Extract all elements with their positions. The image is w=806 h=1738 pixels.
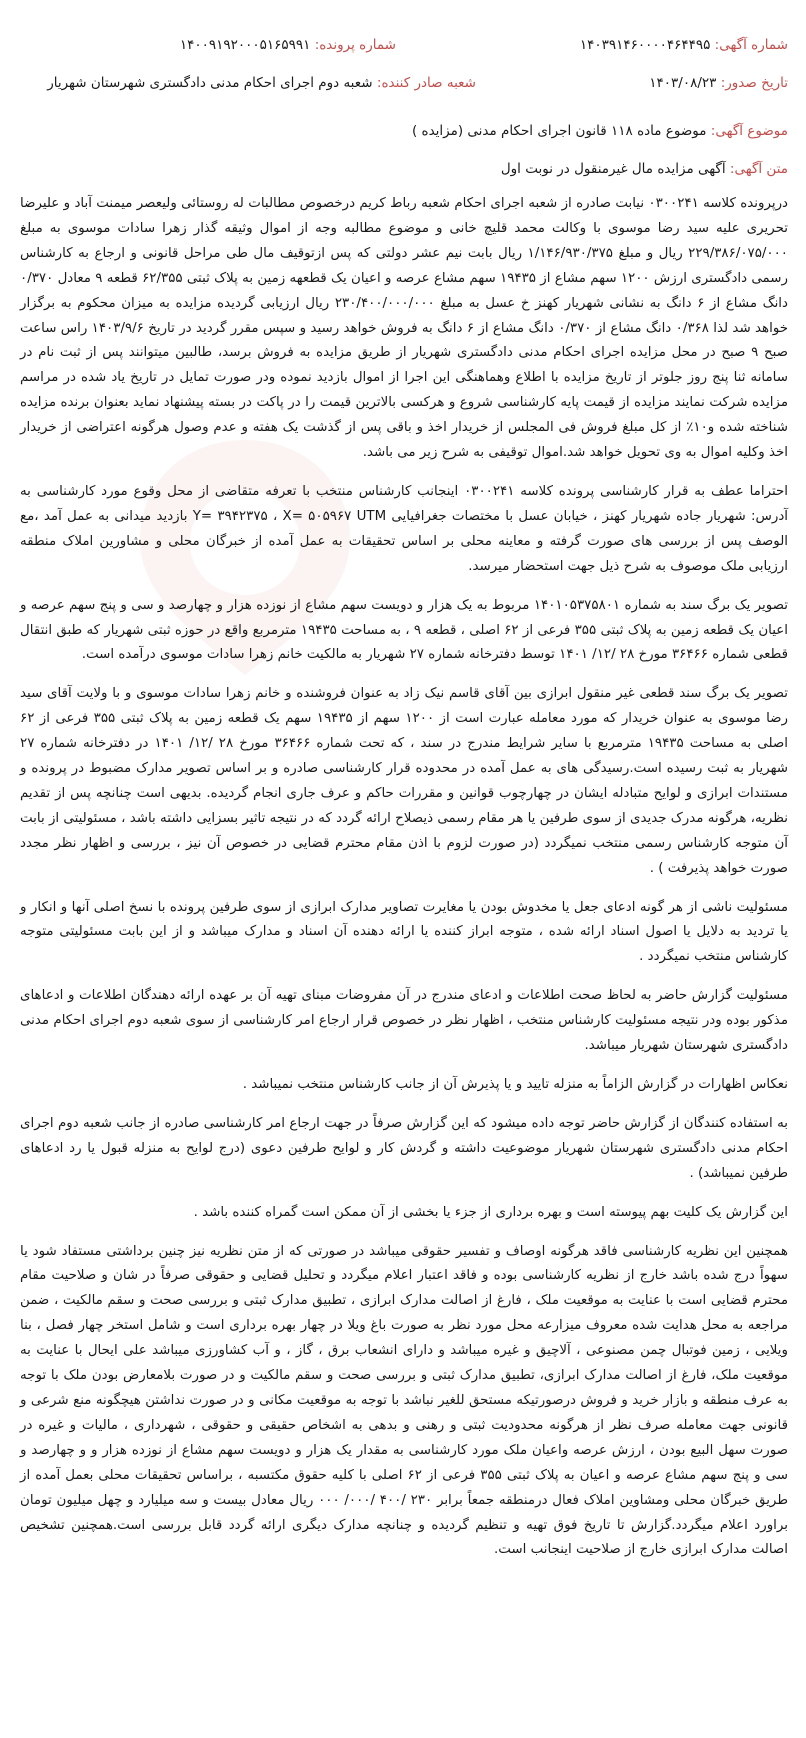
branch-label: شعبه صادر کننده:	[376, 75, 476, 91]
paragraph-expert-visit: احتراما عطف به قرار کارشناسی پرونده کلاسه ۰۳۰۰۲۴۱ اینجانب کارشناس منتخب با تعرفه متقاضی از محل وقوع مورد کارشناسی به آدرس: شهریار جاده شهریار کهنز ، خیابان عسل با مختصات جغرافیایی Y= ۳۹۴۲۳۷۵ ، X= ۵۰۵۹۶۷ UTM بازدید میدانی به عمل آمد ،مع الوصف پس از بررسی های صورت گرفته و معاینه محلی بر اساس تحقیقات به عمل آمده از خبرگان محلی و مشاورین املاک منطقه ارزیابی ملک موصوف به شرح ذیل جهت استحضار میرسد.	[20, 483, 789, 574]
paragraph-report-integrity: این گزارش یک کلیت بهم پیوسته است و بهره برداری از جزء یا بخشی از آن ممکن است گمراه کننده باشد .	[193, 1204, 788, 1220]
paragraph-statements: نعکاس اظهارات در گزارش الزاماً به منزله تایید و یا پذیرش آن از جانب کارشناس منتخب نمیباشد .	[242, 1077, 788, 1092]
ad-body	[20, 192, 788, 1577]
issue-date-label: تاریخ صدور:	[720, 75, 788, 91]
subject-text: موضوع ماده ۱۱۸ قانون اجرای احکام مدنی (مزایده )	[411, 123, 707, 139]
paragraph-report-users: به استفاده کنندگان از گزارش حاضر توجه داده میشود که این گزارش صرفاً در جهت ارجاع امر کارشناسی صادره از جانب شعبه دوم اجرای احکام مدنی دادگستری شهرستان شهریار موضوعیت داشته و گردش کار و لوایح طرفین دعوی (درج لوایح به منزله قبول یا رد ادعاهای طرفین نمیباشد) .	[20, 1115, 788, 1181]
case-number-label: شماره پرونده:	[314, 37, 396, 53]
issue-date: ۱۴۰۳/۰۸/۲۳	[649, 75, 717, 91]
case-number: ۱۴۰۰۹۱۹۲۰۰۰۵۱۶۵۹۹۱	[179, 37, 311, 53]
paragraph-valuation: همچنین این نظریه کارشناسی فاقد هرگونه اوصاف و تفسیر حقوقی میباشد در صورتی که از متن نظریه نیز چنین برداشتی مستفاد شود یا سهواً درج شده باشد خارج از نظریه کارشناسی بوده و فاقد اعتبار اعلام میگردد و تحلیل قضایی و حقوقی صرفاً در شان و صلاحیت مقام محترم قضایی است با عنایت به موقعیت ملک ، فارغ از اصالت مدارک ابرازی ، تطبیق مدارک ثبتی و بررسی صحت و سقم مالکیت ، ضمن مراجعه به محل هدایت شده معروف میزارعه محل مورد نظر به صورت باغ ویلا در چهار بهره برداری است و شامل استخر چهار فصل ، بنا ویلایی ، زمین فوتبال چمن مصنوعی ، آلاچیق و غیره میباشد و دارای انشعاب برق ، گاز ، و آب کشاورزی میباشد علی ایحال با عنایت به موقعیت ملک، فارغ از اصالت مدارک ابرازی، تطبیق مدارک ثبتی و بررسی صحت و سقم مالکیت و در صورت بلامعارض بودن ملک با توجه به عرف منطقه و بازار خرید و فروش درصورتیکه مستحق للغیر نباشد با توجه به موقعیت مکانی و در صورت نداشتن هیچگونه منع شرعی و قانونی جهت معامله صرف نظر از هرگونه محدودیت ثبتی و رهنی و بدهی به اشخاص حقیقی و حقوقی ، شهرداری ، مالیات و غیره در صورت سهل البیع بودن ، ارزش عرصه واعیان ملک مورد کارشناسی به مقدار یک هزار و دویست سهم مشاع از نوزده هزار و و چهارصد و سی و پنج سهم مشاع عرصه و اعیان به پلاک ثبتی ۳۵۵ فرعی از ۶۲ اصلی با کلیه حقوق مکتسبه ، براساس تحقیقات محلی بعمل آمده از طریق خبرگان محلی ومشاوین املاک فعال درمنطقه جمعاً برابر ۲۳۰ /۴۰۰ /۰۰۰/ ۰۰۰ ریال معادل بیست و سه میلیارد و چهل میلیون تومان براورد اعلام میگردد.گزارش تا تاریخ فوق تهیه و تنظیم گردیده و چنانچه مدارک دیگری ارائه گردد قابل بررسی است.همچنین تشخیص اصالت مدارک ابرازی خارج از صلاحیت اینجانب است.	[20, 1243, 788, 1558]
branch-row	[47, 74, 476, 92]
branch-name: شعبه دوم اجرای احکام مدنی دادگستری شهرستان شهریار	[47, 75, 373, 91]
ad-number: ۱۴۰۳۹۱۴۶۰۰۰۰۴۶۴۴۹۵	[579, 37, 711, 53]
text-label: متن آگهی:	[729, 161, 788, 177]
issue-date-row	[649, 74, 788, 92]
subject-row	[412, 122, 788, 140]
paragraph-auction-notice: درپرونده کلاسه ۰۳۰۰۲۴۱ نیابت صادره از شعبه اجرای احکام شعبه رباط کریم درخصوص مطالبات له روستائی ولیعصر میمنت آباد و علیرضا تحریری علیه سید رضا موسوی با وکالت محمد قلیچ خانی و موضوع مطالبه وجه از اموال وثیقه گذار زهرا سادات موسوی به مبلغ ۲۲۹/۳۸۶/۰۷۵/۰۰۰ ریال و مبلغ ۱/۱۴۶/۹۳۰/۳۷۵ ریال بابت نیم عشر دولتی که پس ازتوقیف مال طی مراحل قانونی و ارجاع به کارشناس رسمی دادگستری ارزش ۱۲۰۰ سهم مشاع از ۱۹۴۳۵ سهم مشاع عرصه و اعیان یک قطعهه زمین به پلاک ثبتی ۶۲/۳۵۵ قطعه ۹ معادل ۰/۳۷۰ دانگ مشاع از ۶ دانگ به نشانی شهریار کهنز خ عسل به مبلغ ۲۳۰/۴۰۰/۰۰۰/۰۰۰ ریال ارزیابی گردیده مزایده به میزان محکوم به برگزار خواهد شد لذا ۰/۳۶۸ دانگ مشاع از ۰/۳۷۰ دانگ مشاع از ۶ دانگ به فروش خواهد رسید و سپس مقرر گردید در تاریخ ۱۴۰۳/۹/۶ راس ساعت صبح ۹ صبح در محل مزایده اجرای احکام مدنی دادگستری شهریار از طریق مزایده به فروش برسد، طالبین میتوانند پس از ثبت نام در سامانه ثنا پنج روز جلوتر از تاریخ مزایده با اطلاع وهماهنگی این اجرا از اموال بازدید نموده ودر صورت تمایل در تاریخ یاد شده در مراسم مزایده شرکت نمایند مزایده از قیمت پایه کارشناسی شروع و هرکسی بالاترین قیمت را در پاکت در بسته پیشنهاد نماید بعنوان برنده مزایده شناخته شده و۱۰٪ از کل مبلغ فروش فی المجلس از خریدار اخذ و باقی پس از گذشت یک هفته و عدم وصول هرگونه اعتراضی از خریدار اخذ وکلیه اموال به وی تحویل خواهد شد.اموال توقیفی به شرح زیر می باشد.	[20, 196, 789, 461]
paragraph-report-liability: مسئولیت گزارش حاضر به لحاظ صحت اطلاعات و ادعای مندرج در آن مفروضات مبنای تهیه آن بر عهده ارائه دهندگان اطلاعات و ادعاهای مذکور بوده ودر نتیجه مسئولیت کارشناس منتخب ، اظهار نظر در خصوص قرار ارجاع امر کارشناسی از سوی شعبه دوم اجرای احکام مدنی دادگستری شهرستان شهریار میباشد.	[20, 988, 788, 1054]
text-title: آگهی مزایده مال غیرمنقول در نوبت اول	[500, 161, 726, 177]
ad-number-row	[580, 36, 788, 54]
ad-number-label: شماره آگهی:	[714, 37, 788, 53]
subject-label: موضوع آگهی:	[710, 123, 788, 139]
case-number-row	[180, 36, 396, 54]
text-title-row	[501, 160, 788, 178]
paragraph-deed-copy: تصویر یک برگ سند به شماره ۱۴۰۱۰۵۳۷۵۸۰۱ مربوط به یک هزار و دویست سهم مشاع از نوزده هزار و چهارصد و سی و پنج سهم عرصه و اعیان یک قطعه زمین به پلاک ثبتی ۳۵۵ فرعی از ۶۲ اصلی ، قطعه ۹ ، به مساحت ۱۹۴۳۵ مترمربع واقع در حوزه ثبتی شهریار که طبق انتقال قطعی شماره ۳۶۴۶۶ مورخ ۲۸ /۱۲/ ۱۴۰۱ توسط دفترخانه شماره ۲۷ شهریار به مالکیت خانم زهرا سادات موسوی درآمده است.	[20, 597, 788, 663]
paragraph-forgery-liability: مسئولیت ناشی از هر گونه ادعای جعل یا مخدوش بودن یا مغایرت تصاویر مدارک ابرازی از سوی طرفین پرونده با نسخ اصلی آنها و انکار و یا تردید به دلایل یا اصول اسناد ارائه شده ، متوجه ابراز کننده یا ارائه دهنده آن اسناد و مدارک میباشد و از این بابت مسئولیتی متوجه کارشناس منتخب نمیگردد .	[20, 899, 788, 965]
paragraph-sale-deed: تصویر یک برگ سند قطعی غیر منقول ابرازی بین آقای قاسم نیک زاد به عنوان فروشنده و خانم زهرا سادات موسوی و با ولایت آقای سید رضا موسوی به عنوان خریدار که مورد معامله عبارت است از ۱۲۰۰ سهم از ۱۹۴۳۵ سهم یک قطعه زمین به پلاک ثبتی ۳۵۵ فرعی از ۶۲ اصلی به مساحت ۱۹۴۳۵ مترمربع با سایر شرایط مندرج در سند ، که تحت شماره ۳۶۴۶۶ مورخ ۲۸ /۱۲/ ۱۴۰۱ در دفترخانه شماره ۲۷ شهریار به ثبت رسیده است.رسیدگی های به عمل آمده در محدوده قرار کارشناسی صادره و بر اساس تصویر مدارک مضبوط در پرونده و مستندات ابرازی و لوایح متبادله ایشان در چهارچوب قوانین و مقررات حاکم و عرف جاری انجام گردیده. بدیهی است چنانچه پس از تقدیم نظریه، هرگونه مدرک جدیدی از سوی طرفین یا هر مقام رسمی ذیصلاح ارائه گردد که در نتیجه تاثیر بسزایی داشته باشد ، مسئولیتی از بابت آن متوجه کارشناس رسمی منتخب نمیگردد (در صورت لزوم با اذن مقام محترم قضایی در خصوص آن نیز ، بررسی و اظهار نظر مجدد صورت خواهد پذیرفت ) .	[20, 686, 788, 876]
